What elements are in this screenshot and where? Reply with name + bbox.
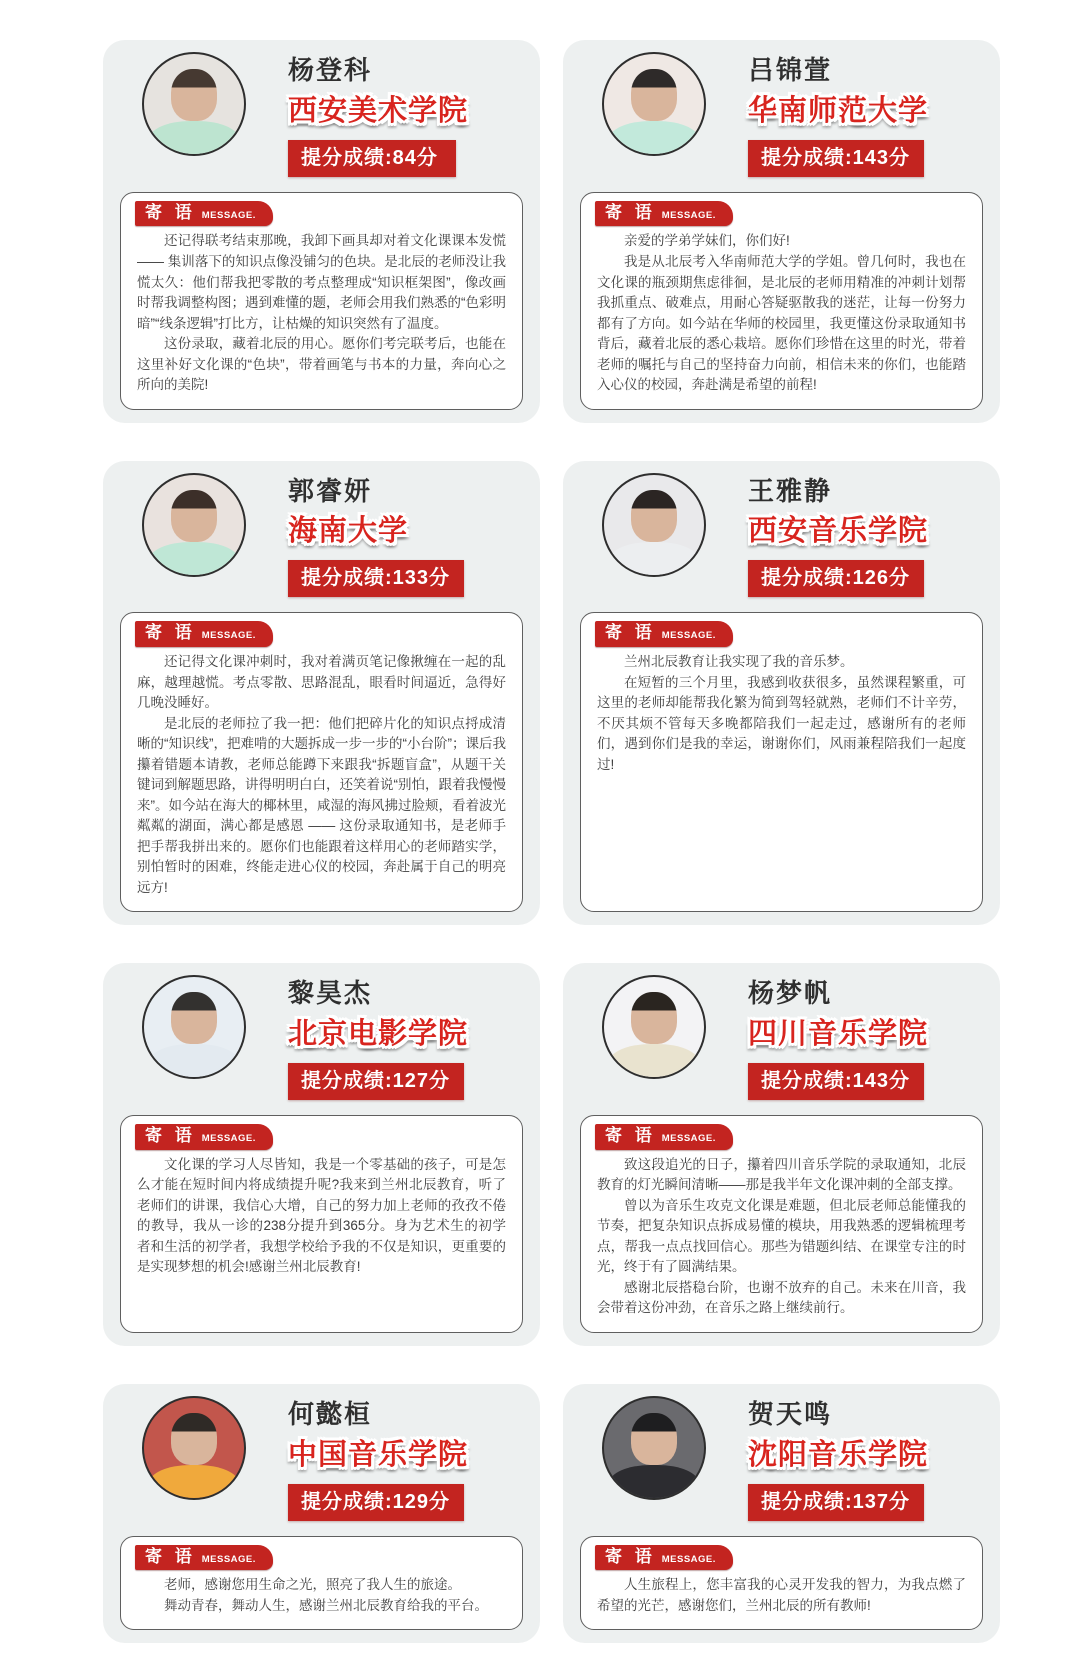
student-photo [142, 975, 246, 1079]
message-box [120, 1115, 523, 1333]
message-box [120, 192, 523, 410]
message-body [597, 231, 966, 395]
message-badge-label-en: MESSAGE. [661, 209, 716, 221]
score-label: 提分成绩: [761, 1490, 853, 1513]
score-badge [748, 1063, 924, 1100]
message-badge [595, 1545, 733, 1571]
score-label: 提分成绩: [761, 1070, 853, 1093]
student-info [748, 471, 928, 598]
student-name: 王雅静 [748, 475, 833, 506]
message-paragraph: 还记得文化课冲刺时，我对着满页笔记像揪缠在一起的乱麻，越理越慌。考点零散、思路混乱，眼看时间逼近，急得好几晚没睡好。 [137, 654, 506, 711]
message-paragraph: 还记得联考结束那晚，我卸下画具却对着文化课课本发慌 —— 集训落下的知识点像没铺匀的色块。是北辰的老师没让我慌太久：他们帮我把零散的考点整理成“知识框架图”，像改画时帮我调整构图；遇到难懂的题，老师会用我们熟悉的“色彩明暗”“线条逻辑”打比方，让枯燥的知识突然有了温度。 [137, 233, 506, 331]
score-badge [288, 560, 464, 597]
student-card [563, 461, 1000, 926]
message-badge-label-zh: 寄 语 [145, 1546, 196, 1566]
message-paragraph: 在短暂的三个月里，我感到收获很多，虽然课程繁重，可这里的老师却能帮我化繁为简到驾轻就熟，老师们不计辛劳，不厌其烦不管每天多晚都陪我们一起走过，感谢所有的老师们，遇到你们是我的幸运，谢谢你们，风雨兼程陪我们一起度过! [597, 674, 966, 772]
message-paragraph: 感谢北辰搭稳台阶，也谢不放弃的自己。未来在川音，我会带着这份冲劲，在音乐之路上继续前行。 [597, 1279, 966, 1316]
message-badge-label-en: MESSAGE. [201, 1133, 256, 1145]
avatar-shoulders [609, 542, 699, 577]
message-paragraph: 曾以为音乐生攻克文化课是难题，但北辰老师总能懂我的节奏，把复杂知识点拆成易懂的模块，用我熟悉的逻辑梳理考点，帮我一点点找回信心。那些为错题纠结、在课堂专注的时光，终于有了圆满结果。 [597, 1197, 966, 1275]
avatar-head [171, 1413, 217, 1465]
score-value: 84分 [392, 146, 438, 169]
message-body [137, 1575, 506, 1616]
card-header [120, 1394, 523, 1521]
avatar-head [631, 1413, 677, 1465]
school-name: 四川音乐学院 [748, 1018, 929, 1051]
student-info [288, 1394, 468, 1521]
score-badge [288, 140, 456, 177]
avatar-shoulders [149, 1465, 239, 1500]
avatar-head [171, 69, 217, 121]
message-paragraph: 我是从北辰考入华南师范大学的学姐。曾几何时，我也在文化课的瓶颈期焦虑徘徊，是北辰的老师用精准的冲刺计划帮我抓重点、破难点，用耐心答疑驱散我的迷茫，让每一份努力都有了方向。如今站在华师的校园里，我更懂这份录取通知书背后，藏着北辰的悉心栽培。愿你们珍惜在这里的时光，带着老师的嘱托与自己的坚持奋力向前，相信未来的你们，也能踏入心仪的校园，奔赴满是希望的前程! [597, 253, 966, 393]
avatar-head [631, 992, 677, 1044]
message-body [137, 652, 506, 898]
message-badge-label-en: MESSAGE. [201, 209, 256, 221]
school-name: 西安音乐学院 [748, 515, 929, 548]
avatar-shoulders [149, 1044, 239, 1079]
message-badge-label-zh: 寄 语 [605, 1546, 656, 1566]
student-name: 何懿桓 [288, 1398, 373, 1429]
message-box [580, 1115, 983, 1333]
message-badge-label-zh: 寄 语 [605, 623, 656, 643]
avatar-shoulders [609, 1465, 699, 1500]
student-card [563, 1384, 1000, 1644]
message-box [580, 612, 983, 912]
cards-grid [103, 40, 1002, 1643]
avatar-head [631, 69, 677, 121]
message-badge-label-zh: 寄 语 [605, 1126, 656, 1146]
message-box [120, 1536, 523, 1631]
message-badge-label-en: MESSAGE. [201, 1553, 256, 1565]
student-photo [142, 473, 246, 577]
message-badge [135, 201, 273, 227]
school-name: 中国音乐学院 [288, 1438, 469, 1471]
message-box [580, 1536, 983, 1631]
student-photo [602, 52, 706, 156]
message-badge [135, 1545, 273, 1571]
score-value: 143分 [852, 146, 911, 169]
message-paragraph: 人生旅程上，您丰富我的心灵开发我的智力，为我点燃了希望的光芒，感谢您们，兰州北辰的所有教师! [597, 1577, 966, 1613]
message-badge [595, 621, 733, 647]
student-photo [602, 1396, 706, 1500]
student-info [748, 50, 928, 177]
school-name: 华南师范大学 [748, 94, 929, 127]
avatar-shoulders [609, 121, 699, 156]
message-body [597, 1155, 966, 1319]
message-badge-label-en: MESSAGE. [201, 630, 256, 642]
student-info [748, 973, 928, 1100]
score-badge [748, 1484, 924, 1521]
student-card [103, 963, 540, 1346]
score-badge [748, 560, 924, 597]
score-value: 126分 [852, 567, 911, 590]
avatar-head [171, 490, 217, 542]
message-paragraph: 兰州北辰教育让我实现了我的音乐梦。 [624, 654, 854, 670]
student-name: 杨梦帆 [748, 978, 833, 1009]
student-info [288, 50, 468, 177]
message-body [597, 652, 966, 775]
student-name: 吕锦萱 [748, 55, 833, 85]
score-value: 127分 [392, 1070, 451, 1093]
score-value: 129分 [392, 1490, 451, 1513]
message-paragraph: 舞动青春，舞动人生，感谢兰州北辰教育给我的平台。 [164, 1597, 488, 1613]
score-badge [748, 140, 924, 177]
message-paragraph: 亲爱的学弟学妹们，你们好! [624, 233, 790, 249]
message-badge-label-zh: 寄 语 [145, 1126, 196, 1146]
score-value: 133分 [392, 567, 451, 590]
student-card [563, 963, 1000, 1346]
message-badge [135, 621, 273, 647]
score-badge [288, 1063, 464, 1100]
message-badge [135, 1124, 273, 1150]
message-badge-label-en: MESSAGE. [661, 1553, 716, 1565]
school-name: 西安美术学院 [288, 94, 469, 127]
student-card [103, 1384, 540, 1644]
message-badge-label-en: MESSAGE. [661, 630, 716, 642]
student-card [103, 461, 540, 926]
card-header [580, 1394, 983, 1521]
card-header [120, 50, 523, 177]
message-paragraph: 这份录取，藏着北辰的用心。愿你们考完联考后，也能在这里补好文化课的“色块”，带着画笔与书本的力量，奔向心之所向的美院! [137, 336, 506, 393]
message-box [120, 612, 523, 912]
message-badge [595, 201, 733, 227]
message-paragraph: 文化课的学习人尽皆知，我是一个零基础的孩子，可是怎么才能在短时间内将成绩提升呢?我来到兰州北辰教育，听了老师们的讲课，我信心大增，自己的努力加上老师的孜孜不倦的教导，我从一诊的238分提升到365分。身为艺术生的初学者和生活的初学者，我想学校给予我的不仅是知识，更重要的是实现梦想的机会!感谢兰州北辰教育! [137, 1156, 506, 1275]
student-name: 杨登科 [288, 55, 373, 85]
message-body [597, 1575, 966, 1616]
score-label: 提分成绩: [301, 146, 393, 169]
student-photo [142, 52, 246, 156]
message-paragraph: 致这段追光的日子，攥着四川音乐学院的录取通知，北辰教育的灯光瞬间清晰——那是我半年文化课冲刺的全部支撑。 [597, 1156, 966, 1193]
avatar-shoulders [149, 542, 239, 577]
score-value: 143分 [852, 1070, 911, 1093]
student-photo [602, 473, 706, 577]
card-header [580, 973, 983, 1100]
card-header [580, 50, 983, 177]
message-body [137, 231, 506, 395]
student-name: 黎昊杰 [288, 978, 373, 1009]
student-name: 郭睿妍 [288, 475, 373, 506]
message-paragraph: 老师，感谢您用生命之光，照亮了我人生的旅途。 [164, 1577, 461, 1593]
message-badge-label-zh: 寄 语 [145, 202, 196, 222]
card-header [580, 471, 983, 598]
message-badge-label-zh: 寄 语 [145, 623, 196, 643]
student-info [748, 1394, 928, 1521]
student-info [288, 471, 464, 598]
student-card [103, 40, 540, 423]
score-badge [288, 1484, 464, 1521]
message-badge-label-zh: 寄 语 [605, 202, 656, 222]
card-header [120, 471, 523, 598]
message-body [137, 1155, 506, 1278]
school-name: 沈阳音乐学院 [748, 1438, 929, 1471]
avatar-head [171, 992, 217, 1044]
student-photo [142, 1396, 246, 1500]
school-name: 北京电影学院 [288, 1018, 469, 1051]
card-header [120, 973, 523, 1100]
message-paragraph: 是北辰的老师拉了我一把：他们把碎片化的知识点捋成清晰的“知识线”，把难啃的大题拆成一步一步的“小台阶”；课后我攥着错题本请教，老师总能蹲下来跟我“拆题盲盒”，从题干关键词到解题思路，讲得明明白白，还笑着说“别怕，跟着我慢慢来”。如今站在海大的椰林里，咸湿的海风拂过脸颊，看着波光粼粼的湖面，满心都是感恩 —— 这份录取通知书，是老师手把手帮我拼出来的。愿你们也能跟着这样用心的老师踏实学，别怕暂时的困难，终能走进心仪的校园，奔赴属于自己的明亮远方! [137, 715, 506, 895]
score-label: 提分成绩: [301, 1490, 393, 1513]
avatar-shoulders [149, 121, 239, 156]
avatar-shoulders [609, 1044, 699, 1079]
school-name: 海南大学 [288, 515, 409, 548]
message-badge-label-en: MESSAGE. [661, 1133, 716, 1145]
student-info [288, 973, 468, 1100]
score-label: 提分成绩: [761, 567, 853, 590]
score-label: 提分成绩: [301, 567, 393, 590]
avatar-head [631, 490, 677, 542]
message-badge [595, 1124, 733, 1150]
student-card [563, 40, 1000, 423]
student-photo [602, 975, 706, 1079]
message-box [580, 192, 983, 410]
score-label: 提分成绩: [301, 1070, 393, 1093]
student-name: 贺天鸣 [748, 1398, 833, 1429]
score-value: 137分 [852, 1490, 911, 1513]
score-label: 提分成绩: [761, 146, 853, 169]
